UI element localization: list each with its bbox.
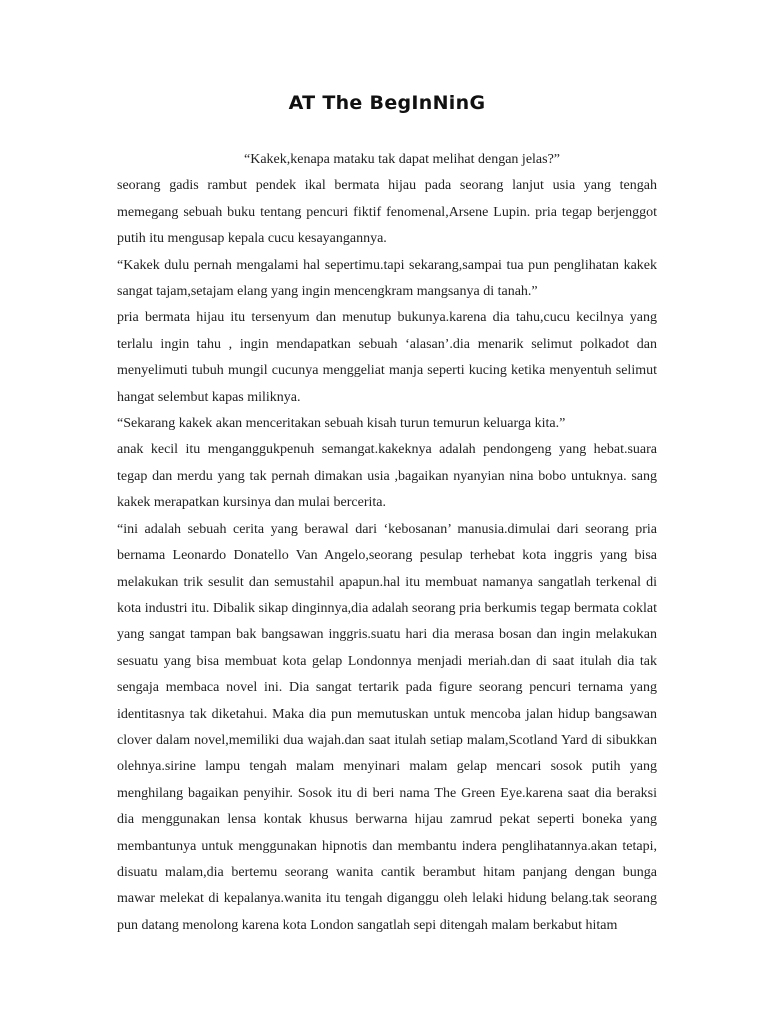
text-paragraph: seorang gadis rambut pendek ikal bermata hijau pada seorang lanjut usia yang tengah memegang sebuah buku tentang pencuri fiktif fenomenal,Arsene Lupin. pria tegap berjenggot putih itu mengusap kepala cucu kesayangannya. xyxy=(117,178,657,247)
story-paragraph: “ini adalah sebuah cerita yang berawal dari ‘kebosanan’ manusia.dimulai dari seorang pria bernama Leonardo Donatello Van Angelo,seorang pesulap terhebat kota inggris yang bisa melakukan trik sesulit dan semustahil apapun.hal itu membuat namanya sangatlah terkenal di kota industri itu. Dibalik sikap dinginnya,dia adalah seorang pria berkumis tegap bermata coklat yang sangat tampan bak bangsawan inggris.suatu hari dia merasa bosan dan ingin melakukan sesuatu yang bisa membuat kota gelap Londonnya menjadi meriah.dan di saat itulah dia tak sengaja membaca novel ini. Dia sangat tertarik pada figure seorang pencuri ternama yang identitasnya tak diketahui. Maka dia pun memutuskan untuk mencoba jalan hidup bangsawan clover dalam novel,memiliki dua wajah.dan saat itulah setiap malam,Scotland Yard di sibukkan olehnya.sirine lampu tengah malam menyinari malam gelap mencari sosok putih yang menghilang bagaikan penyihir. Sosok itu di beri nama The Green Eye.karena saat dia beraksi dia menggunakan lensa kontak khusus berwarna hijau zamrud pekat seperti boneka yang membantunya untuk menggunakan hipnotis dan membantu indera penglihatannya.akan tetapi, disuatu malam,dia bertemu seorang wanita cantik berambut hitam panjang dengan bunga mawar melekat di kepalanya.wanita itu tengah diganggu oleh lelaki hidung belang.tak seorang pun datang menolong karena kota London sangatlah sepi ditengah malam berkabut hitam xyxy=(117,521,657,933)
text-paragraph: pria bermata hijau itu tersenyum dan menutup bukunya.karena dia tahu,cucu kecilnya yang terlalu ingin tahu , ingin mendapatkan sebuah ‘alasan’.dia menarik selimut polkadot dan menyelimuti tubuh mungil cucunya menggeliat manja seperti kucing ketika menyentuh selimut hangat selembut kapas miliknya. xyxy=(117,310,657,405)
document-title: AT The BegInNinG xyxy=(288,92,486,114)
dialogue-paragraph: “Kakek dulu pernah mengalami hal sepertimu.tapi sekarang,sampai tua pun penglihatan kakek sangat tajam,setajam elang yang ingin mencengkram mangsanya di tanah.” xyxy=(117,257,657,300)
document-body xyxy=(117,147,657,939)
text-paragraph: anak kecil itu menganggukpenuh semangat.kakeknya adalah pendongeng yang hebat.suara tegap dan merdu yang tak pernah dimakan usia ,bagaikan nyanyian nina bobo untuknya. sang kakek merapatkan kursinya dan mulai bercerita. xyxy=(117,442,657,511)
dialogue-paragraph: “Kakek,kenapa mataku tak dapat melihat dengan jelas?” xyxy=(244,152,561,167)
dialogue-paragraph: “Sekarang kakek akan menceritakan sebuah kisah turun temurun keluarga kita.” xyxy=(117,416,566,432)
